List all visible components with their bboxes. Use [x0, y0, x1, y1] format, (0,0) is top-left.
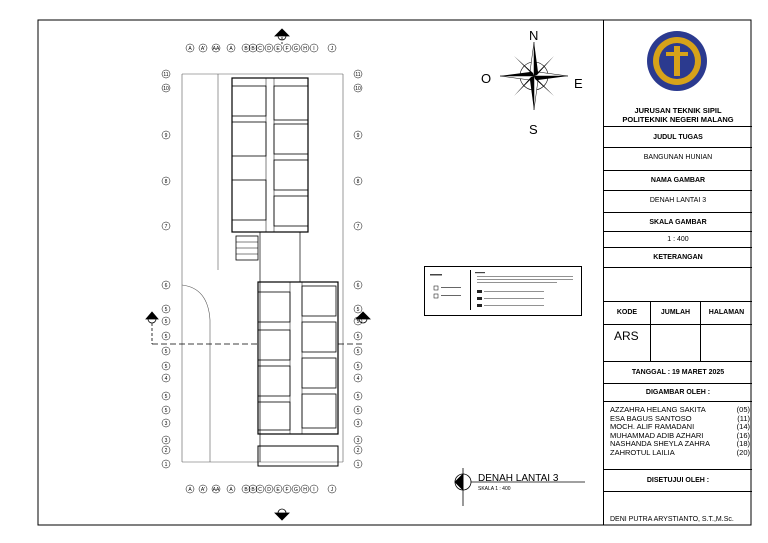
- grid-column-marker: [199, 485, 207, 493]
- grid-marker-label: H: [303, 45, 307, 52]
- grid-marker-label: 5: [356, 333, 360, 340]
- grid-row-marker: [354, 84, 362, 92]
- grid-marker-label: AA: [212, 45, 220, 52]
- grid-marker-label: 5: [356, 393, 360, 400]
- grid-marker-label: H: [303, 486, 307, 493]
- compass-west-label: O: [481, 71, 492, 86]
- grid-marker-label: 2: [356, 447, 360, 454]
- kode-label: KODE: [616, 309, 638, 316]
- legend-right-panel: [473, 270, 577, 310]
- grid-row-marker: [162, 332, 170, 340]
- grid-row-markers-left: [162, 70, 170, 468]
- kode-row: [604, 301, 752, 361]
- grid-marker-label: A: [229, 45, 233, 52]
- grid-row-marker: [162, 460, 170, 468]
- institution-logo: [642, 28, 712, 94]
- grid-marker-label: 5: [164, 333, 168, 340]
- grid-row-marker: [354, 177, 362, 185]
- disetujui-label: DISETUJUI OLEH :: [604, 469, 752, 491]
- grid-column-marker: [292, 485, 300, 493]
- grid-marker-label: 4: [164, 375, 168, 382]
- nama-gambar-value: DENAH LANTAI 3: [604, 190, 752, 212]
- upper-building: [232, 78, 308, 260]
- grid-row-marker: [162, 446, 170, 454]
- grid-marker-label: 5: [356, 363, 360, 370]
- grid-column-marker: [310, 485, 318, 493]
- grid-row-marker: [354, 281, 362, 289]
- grid-row-marker: [354, 460, 362, 468]
- grid-column-marker: [265, 485, 273, 493]
- grid-row-marker: [354, 332, 362, 340]
- grid-column-marker: [199, 44, 207, 52]
- grid-marker-label: A: [229, 486, 233, 493]
- grid-marker-label: A': [200, 45, 206, 52]
- grid-column-marker: [227, 485, 235, 493]
- grid-marker-label: 1: [164, 461, 168, 468]
- team-member-name: AZZAHRA HELANG SAKITA: [610, 405, 706, 414]
- plan-scale: SKALA 1 : 400: [478, 486, 511, 492]
- halaman-label: HALAMAN: [708, 309, 745, 316]
- grid-row-marker: [354, 374, 362, 382]
- grid-column-marker: [274, 485, 282, 493]
- grid-column-marker: [212, 485, 220, 493]
- grid-marker-label: 3: [164, 420, 168, 427]
- keterangan-area: [604, 267, 752, 301]
- grid-marker-label: 1: [356, 461, 360, 468]
- grid-marker-label: 9: [164, 132, 168, 139]
- grid-row-marker: [162, 406, 170, 414]
- grid-marker-label: F: [285, 486, 289, 493]
- grid-marker-label: 8: [164, 178, 168, 185]
- grid-marker-label: 5: [164, 363, 168, 370]
- grid-marker-label: 10: [355, 85, 361, 92]
- tanggal: TANGGAL : 19 MARET 2025: [604, 361, 752, 383]
- institution-line-2: POLITEKNIK NEGERI MALANG: [622, 115, 734, 124]
- grid-marker-label: 8: [356, 178, 360, 185]
- grid-marker-label: E: [276, 45, 280, 52]
- grid-row-marker: [354, 131, 362, 139]
- grid-column-marker: [328, 485, 336, 493]
- legend-box: [424, 266, 582, 316]
- compass-south-label: S: [529, 122, 538, 137]
- grid-row-marker: [162, 222, 170, 230]
- grid-row-marker: [354, 70, 362, 78]
- skala-gambar-label: SKALA GAMBAR: [604, 212, 752, 231]
- grid-column-markers-bottom: [186, 485, 336, 493]
- grid-column-marker: [265, 44, 273, 52]
- grid-marker-label: 5: [356, 407, 360, 414]
- team-member-name: MOCH. ALIF RAMADANI: [610, 422, 695, 432]
- grid-row-marker: [354, 406, 362, 414]
- site-outline: [182, 74, 343, 462]
- grid-marker-label: AA: [212, 486, 220, 493]
- grid-marker-label: A: [188, 45, 192, 52]
- judul-tugas-label: JUDUL TUGAS: [604, 126, 752, 147]
- judul-tugas-value: BANGUNAN HUNIAN: [604, 147, 752, 187]
- grid-marker-label: 5: [356, 306, 360, 313]
- team-member-number: (14): [736, 422, 750, 432]
- grid-marker-label: E: [276, 486, 280, 493]
- grid-marker-label: J: [330, 45, 334, 52]
- grid-marker-label: 5: [356, 348, 360, 355]
- grid-marker-label: 6: [356, 282, 360, 289]
- grid-marker-label: 9: [356, 132, 360, 139]
- grid-row-marker: [162, 419, 170, 427]
- grid-row-marker: [162, 362, 170, 370]
- grid-marker-label: 11: [355, 71, 361, 78]
- grid-marker-label: 5: [164, 407, 168, 414]
- grid-row-marker: [162, 177, 170, 185]
- grid-marker-label: G: [294, 486, 298, 493]
- grid-marker-label: J: [330, 486, 334, 493]
- grid-row-marker: [354, 419, 362, 427]
- grid-column-marker: [186, 44, 194, 52]
- grid-column-marker: [186, 485, 194, 493]
- grid-marker-label: I: [313, 486, 315, 493]
- grid-row-marker: [354, 436, 362, 444]
- grid-marker-label: 5: [164, 348, 168, 355]
- team-member-name: ESA BAGUS SANTOSO: [610, 413, 692, 423]
- grid-marker-label: A': [200, 486, 206, 493]
- grid-marker-label: 5: [164, 318, 168, 325]
- grid-column-markers-top: [186, 44, 336, 52]
- legend-right-graphic: [473, 270, 577, 310]
- skala-gambar-value: 1 : 400: [604, 231, 752, 247]
- jumlah-label: JUMLAH: [660, 309, 691, 316]
- section-marker-left: [146, 312, 258, 344]
- keterangan-label: KETERANGAN: [604, 247, 752, 267]
- grid-row-marker: [162, 281, 170, 289]
- grid-marker-label: 3: [356, 437, 360, 444]
- team-member-number: (20): [736, 447, 750, 457]
- grid-row-marker: [162, 305, 170, 313]
- grid-marker-label: A: [188, 486, 192, 493]
- grid-marker-label: D: [267, 486, 271, 493]
- grid-marker-label: 11: [163, 71, 169, 78]
- grid-marker-label: 5: [164, 393, 168, 400]
- compass-north-label: N: [529, 28, 539, 43]
- grid-column-marker: [212, 44, 220, 52]
- compass-rose: [500, 42, 568, 110]
- grid-row-marker: [162, 131, 170, 139]
- grid-marker-label: 7: [164, 223, 168, 230]
- grid-marker-label: D: [267, 45, 271, 52]
- grid-row-marker: [354, 362, 362, 370]
- grid-column-marker: [274, 44, 282, 52]
- grid-column-marker: [283, 485, 291, 493]
- grid-row-marker: [354, 347, 362, 355]
- grid-marker-label: 4: [356, 375, 360, 382]
- team-member-number: (05): [736, 405, 750, 414]
- grid-marker-label: C: [258, 486, 262, 493]
- legend-left-graphic: [428, 270, 470, 310]
- grid-column-marker: [328, 44, 336, 52]
- team-member-number: (11): [737, 413, 750, 423]
- grid-column-marker: [301, 485, 309, 493]
- grid-marker-label: B: [251, 486, 255, 493]
- kode-value: ARS: [614, 329, 639, 343]
- team-list: [610, 406, 750, 458]
- grid-marker-label: F: [285, 45, 289, 52]
- team-member-number: (18): [736, 439, 750, 449]
- corridor: [260, 232, 300, 462]
- team-section: [604, 401, 752, 469]
- grid-row-marker: [354, 392, 362, 400]
- grid-marker-label: 3: [356, 420, 360, 427]
- grid-marker-label: B: [244, 45, 248, 52]
- grid-marker-label: 10: [163, 85, 169, 92]
- grid-row-markers-right: [354, 70, 362, 468]
- grid-column-marker: [292, 44, 300, 52]
- grid-row-marker: [162, 317, 170, 325]
- grid-row-marker: [162, 436, 170, 444]
- grid-marker-label: B: [251, 45, 255, 52]
- grid-marker-label: C: [258, 45, 262, 52]
- grid-row-marker: [162, 84, 170, 92]
- grid-marker-label: I: [313, 45, 315, 52]
- grid-marker-label: 6: [164, 282, 168, 289]
- compass-east-label: E: [574, 76, 583, 91]
- grid-row-marker: [162, 392, 170, 400]
- nama-gambar-label: NAMA GAMBAR: [604, 170, 752, 190]
- grid-row-marker: [162, 374, 170, 382]
- team-member-name: NASHANDA SHEYLA ZAHRA: [610, 439, 711, 449]
- lower-building: [258, 282, 338, 466]
- grid-marker-label: B: [244, 486, 248, 493]
- grid-marker-label: 5: [356, 318, 360, 325]
- team-member-name: MUHAMMAD ADIB AZHARI: [610, 430, 704, 440]
- grid-column-marker: [310, 44, 318, 52]
- grid-marker-label: 5: [164, 306, 168, 313]
- approver-section: [604, 491, 752, 525]
- grid-marker-label: 7: [356, 223, 360, 230]
- digambar-label: DIGAMBAR OLEH :: [604, 383, 752, 401]
- team-member-name: ZAHROTUL LAILIA: [610, 447, 675, 457]
- institution-line-1: JURUSAN TEKNIK SIPIL: [634, 106, 722, 115]
- team-member: [610, 449, 750, 458]
- grid-row-marker: [162, 70, 170, 78]
- team-member-number: (16): [736, 430, 750, 440]
- grid-marker-label: G: [294, 45, 298, 52]
- grid-column-marker: [227, 44, 235, 52]
- grid-row-marker: [354, 222, 362, 230]
- grid-row-marker: [162, 347, 170, 355]
- title-block: [603, 20, 752, 525]
- grid-row-marker: [354, 305, 362, 313]
- grid-row-marker: [354, 446, 362, 454]
- approver-name: DENI PUTRA ARYSTIANTO, S.T.,M.Sc.: [610, 516, 734, 523]
- grid-column-marker: [283, 44, 291, 52]
- grid-marker-label: 2: [164, 447, 168, 454]
- legend-left-panel: [428, 270, 471, 310]
- grid-marker-label: 3: [164, 437, 168, 444]
- grid-column-marker: [301, 44, 309, 52]
- plan-title: DENAH LANTAI 3: [478, 473, 559, 484]
- section-marker-top: [275, 29, 289, 44]
- section-marker-bottom: [275, 509, 289, 520]
